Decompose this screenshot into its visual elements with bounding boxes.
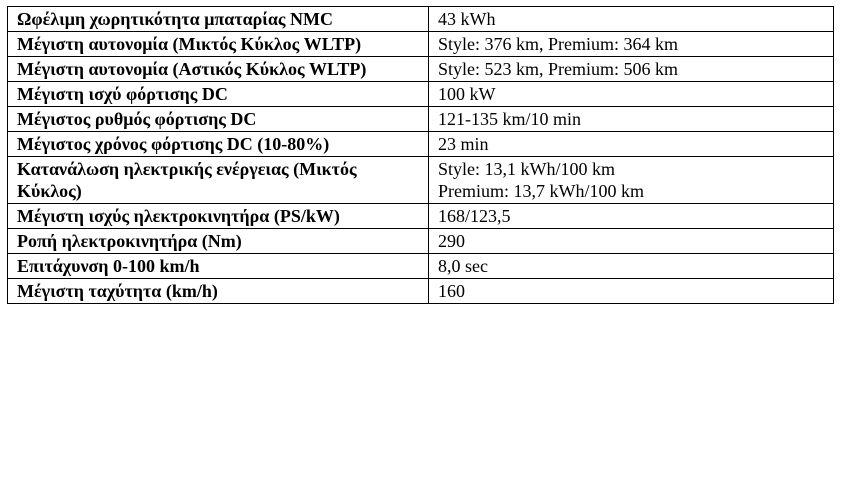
spec-value <box>429 132 834 157</box>
table-row <box>8 82 834 107</box>
spec-value <box>429 107 834 132</box>
spec-label: Επιτάχυνση 0-100 km/h <box>8 254 429 279</box>
table-row <box>8 132 834 157</box>
spec-label: Μέγιστος χρόνος φόρτισης DC (10-80%) <box>8 132 429 157</box>
table-row <box>8 229 834 254</box>
spec-value-line: 290 <box>438 231 465 251</box>
table-row <box>8 279 834 304</box>
spec-value-line: 8,0 sec <box>438 256 488 276</box>
spec-label: Μέγιστη αυτονομία (Μικτός Κύκλος WLTP) <box>8 32 429 57</box>
spec-value <box>429 279 834 304</box>
spec-value <box>429 7 834 32</box>
spec-value-line: 43 kWh <box>438 9 496 29</box>
table-row <box>8 57 834 82</box>
spec-label: Μέγιστη ισχύς ηλεκτροκινητήρα (PS/kW) <box>8 204 429 229</box>
table-row <box>8 107 834 132</box>
spec-value <box>429 57 834 82</box>
spec-label: Κατανάλωση ηλεκτρικής ενέργειας (Μικτός Κύκλος) <box>8 157 429 204</box>
spec-label: Μέγιστη αυτονομία (Αστικός Κύκλος WLTP) <box>8 57 429 82</box>
spec-value-line: 168/123,5 <box>438 206 511 226</box>
spec-value-line: 23 min <box>438 134 489 154</box>
spec-label: Ωφέλιμη χωρητικότητα μπαταρίας NMC <box>8 7 429 32</box>
spec-value <box>429 82 834 107</box>
spec-label: Μέγιστη ταχύτητα (km/h) <box>8 279 429 304</box>
spec-label: Ροπή ηλεκτροκινητήρα (Nm) <box>8 229 429 254</box>
spec-value-line: 160 <box>438 281 465 301</box>
table-row <box>8 7 834 32</box>
spec-value-line: Style: 523 km, Premium: 506 km <box>438 59 679 79</box>
spec-value <box>429 229 834 254</box>
spec-value <box>429 157 834 204</box>
spec-value-line: 100 kW <box>438 84 496 104</box>
spec-label: Μέγιστος ρυθμός φόρτισης DC <box>8 107 429 132</box>
table-row <box>8 204 834 229</box>
spec-value <box>429 254 834 279</box>
spec-value-line: 121-135 km/10 min <box>438 109 581 129</box>
specifications-table <box>7 6 834 304</box>
table-row <box>8 157 834 204</box>
spec-value <box>429 32 834 57</box>
spec-value-line: Style: 13,1 kWh/100 km <box>438 159 615 179</box>
spec-value-line: Style: 376 km, Premium: 364 km <box>438 34 679 54</box>
spec-label: Μέγιστη ισχύ φόρτισης DC <box>8 82 429 107</box>
spec-value <box>429 204 834 229</box>
table-row <box>8 254 834 279</box>
table-row <box>8 32 834 57</box>
spec-value-line: Premium: 13,7 kWh/100 km <box>438 181 644 201</box>
